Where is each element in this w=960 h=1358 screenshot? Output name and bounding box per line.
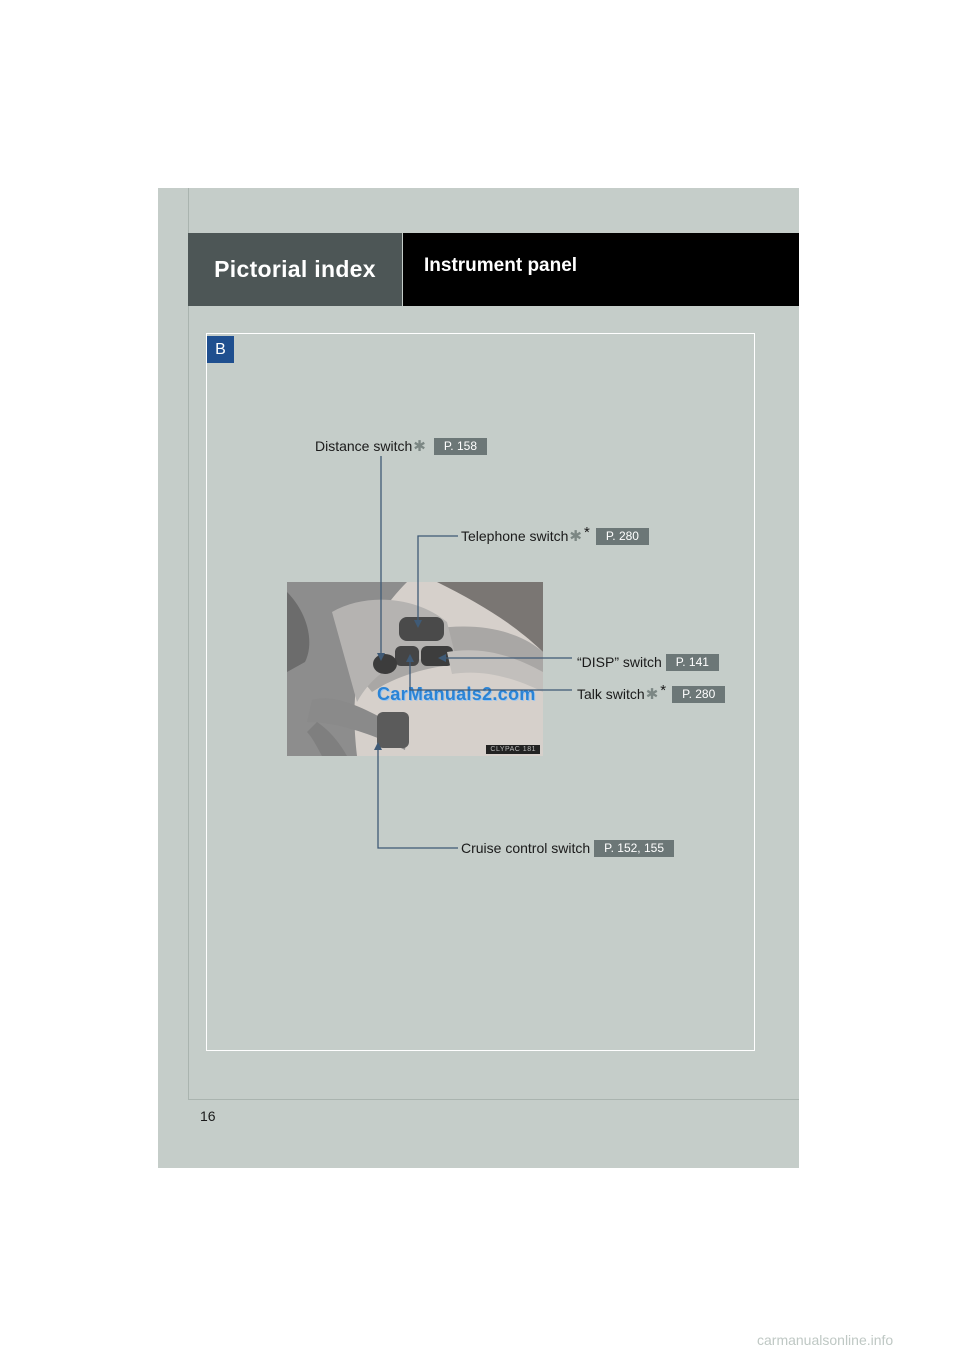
section-badge: B <box>207 336 234 363</box>
page-reference[interactable]: P. 158 <box>434 438 487 455</box>
section-title: Pictorial index <box>188 233 402 306</box>
watermark-text: CarManuals2.com <box>377 684 536 704</box>
margin-rule-vertical <box>188 188 189 1100</box>
callout-telephone-switch <box>461 523 649 545</box>
footnote-star-icon: * <box>583 523 590 541</box>
steering-wheel-photo <box>287 582 543 756</box>
optional-star-icon: ✱ <box>569 528 582 545</box>
page-reference[interactable]: P. 280 <box>596 528 649 545</box>
footnote-star-icon: * <box>660 681 667 699</box>
callout-label: Distance switch <box>315 438 413 454</box>
optional-star-icon: ✱ <box>413 438 426 455</box>
subsection-title: Instrument panel <box>403 233 799 306</box>
callout-label: Cruise control switch <box>461 840 591 856</box>
page-reference[interactable]: P. 280 <box>672 686 725 703</box>
callout-label: Telephone switch <box>461 528 569 544</box>
callout-label: “DISP” switch <box>577 654 662 670</box>
optional-star-icon: ✱ <box>645 686 659 703</box>
page-number: 16 <box>200 1108 216 1124</box>
callout-distance-switch <box>315 437 487 455</box>
photo-code: CLYPAC 181 <box>486 745 540 754</box>
page-reference[interactable]: P. 141 <box>666 654 719 671</box>
callout-disp-switch <box>577 653 719 671</box>
callout-talk-switch <box>577 681 725 703</box>
page-reference[interactable]: P. 152, 155 <box>594 840 674 857</box>
margin-rule-horizontal <box>188 1099 799 1100</box>
callout-cruise-control-switch <box>461 839 674 857</box>
footer-watermark: carmanualsonline.info <box>757 1332 894 1348</box>
callout-label: Talk switch <box>577 686 645 702</box>
